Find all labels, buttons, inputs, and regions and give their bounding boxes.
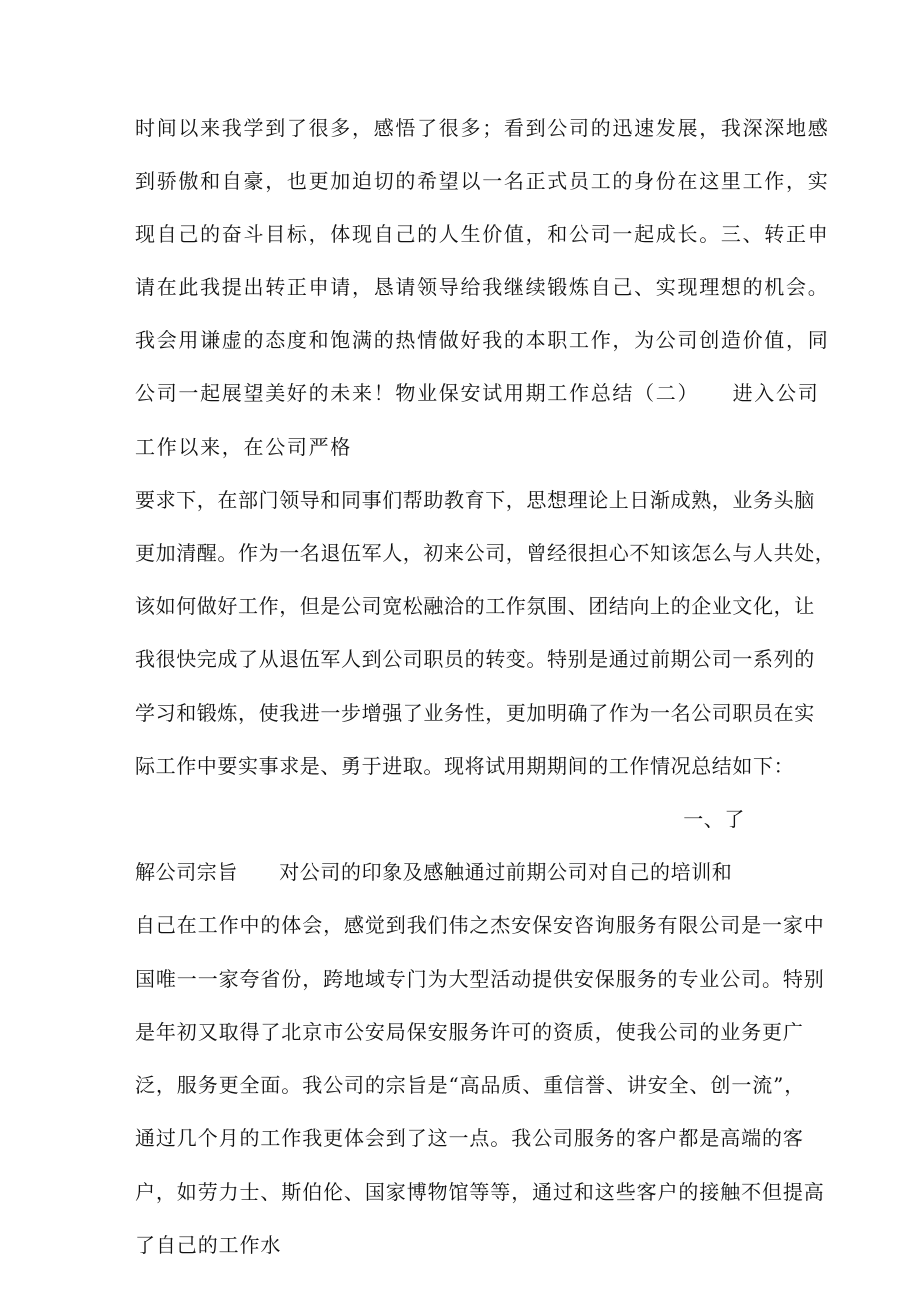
text-line-2: 到骄傲和自豪，也更加迫切的希望以一名正式员工的身份在这里工作，实 — [135, 169, 830, 193]
text-line-11: 我很快完成了从退伍军人到公司职员的转变。特别是通过前期公司一系列的 — [135, 647, 815, 671]
text-line-13: 际工作中要实事求是、勇于进取。现将试用期期间的工作情况总结如下： — [135, 754, 795, 778]
text-line-5: 我会用谦虚的态度和饱满的热情做好我的本职工作，为公司创造价值，同 — [135, 328, 830, 352]
text-line-1: 时间以来我学到了很多，感悟了很多；看到公司的迅速发展，我深深地感 — [135, 116, 830, 140]
text-line-16: 自己在工作中的体会，感觉到我们伟之杰安保安咨询服务有限公司是一家中 — [135, 913, 825, 937]
text-line-18: 是年初又取得了北京市公安局保安服务许可的资质，使我公司的业务更广 — [135, 1020, 804, 1044]
text-line-19: 泛，服务更全面。我公司的宗旨是“高品质、重信誉、讲安全、创一流”， — [135, 1073, 806, 1097]
section-heading-start: 一、了 — [683, 807, 745, 831]
text-line-7: 工作以来，在公司严格 — [135, 435, 352, 459]
text-line-6: 公司一起展望美好的未来！物业保安试用期工作总结（二） 进入公司 — [135, 381, 820, 405]
text-line-22: 了自己的工作水 — [135, 1233, 282, 1257]
text-line-9: 更加清醒。作为一名退伍军人，初来公司，曾经很担心不知该怎么与人共处， — [135, 541, 836, 565]
text-line-10: 该如何做好工作，但是公司宽松融洽的工作氛围、团结向上的企业文化，让 — [135, 594, 815, 618]
text-line-4: 请在此我提出转正申请，恳请领导给我继续锻炼自己、实现理想的机会。 — [135, 275, 830, 299]
text-line-8: 要求下，在部门领导和同事们帮助教育下，思想理论上日渐成熟，业务头脑 — [135, 488, 815, 512]
text-line-12: 学习和锻炼，使我进一步增强了业务性，更加明确了作为一名公司职员在实 — [135, 701, 815, 725]
text-line-21: 户，如劳力士、斯伯伦、国家博物馆等等，通过和这些客户的接触不但提高 — [135, 1180, 825, 1204]
text-line-3: 现自己的奋斗目标，体现自己的人生价值，和公司一起成长。三、转正申 — [135, 222, 830, 246]
text-line-15: 解公司宗旨 对公司的印象及感触通过前期公司对自己的培训和 — [135, 860, 733, 884]
text-line-20: 通过几个月的工作我更体会到了这一点。我公司服务的客户都是高端的客 — [135, 1126, 804, 1150]
text-line-17: 国唯一一家夸省份，跨地域专门为大型活动提供安保服务的专业公司。特别 — [135, 967, 825, 991]
